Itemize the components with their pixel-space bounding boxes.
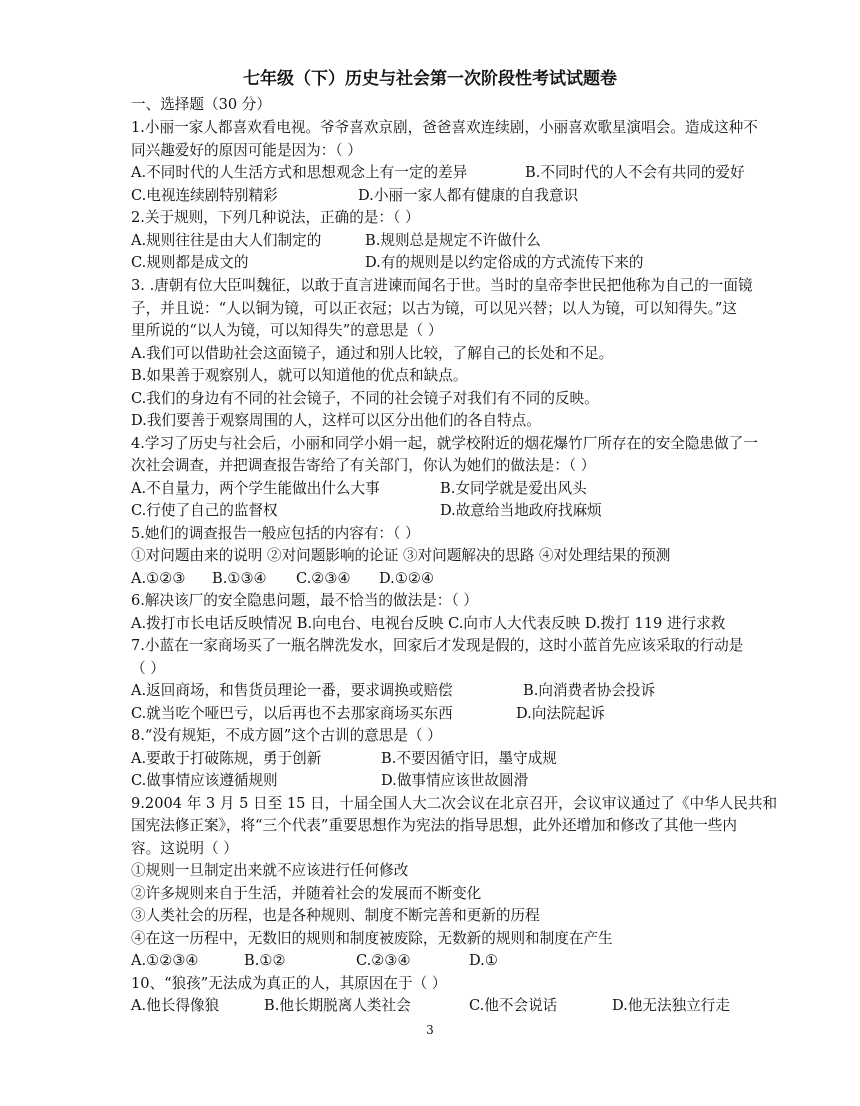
- q7-option-b: B.向消费者协会投诉: [523, 682, 656, 699]
- q7-stem-cont: （ ）: [131, 660, 165, 677]
- q3-option-d: D.我们要善于观察周围的人，这样可以区分出他们的各自特点。: [131, 412, 541, 429]
- q9-stem: 9.2004 年 3 月 5 日至 15 日，十届全国人大二次会议在北京召开，会议审议通过了《中华人民共和: [131, 795, 778, 812]
- q10-option-a: A.他长得像狼: [131, 997, 220, 1014]
- q8-option-a: A.要敢于打破陈规，勇于创新: [131, 750, 322, 767]
- q9-option-a: A.①②③④: [131, 952, 199, 969]
- q1-option-d: D.小丽一家人都有健康的自我意识: [358, 187, 579, 204]
- q9-item-1: ①规则一旦制定出来就不应该进行任何修改: [131, 862, 409, 879]
- q3-option-c: C.我们的身边有不同的社会镜子，不同的社会镜子对我们有不同的反映。: [131, 390, 599, 407]
- q9-stem-cont: 国宪法修正案》，将“三个代表”重要思想作为宪法的指导思想，此外还增加和修改了其他一些内: [131, 817, 737, 834]
- q10-stem: 10、“狼孩”无法成为真正的人，其原因在于（ ）: [131, 975, 447, 992]
- q8-option-c: C.做事情应该遵循规则: [131, 772, 278, 789]
- q9-item-4: ④在这一历程中，无数旧的规则和制度被废除，无数新的规则和制度在产生: [131, 930, 613, 947]
- q9-option-c: C.②③④: [356, 952, 411, 969]
- q7-option-d: D.向法院起诉: [516, 705, 605, 722]
- q9-stem-cont2: 容。这说明（ ）: [131, 840, 238, 857]
- q2-stem: 2.关于规则，下列几种说法，正确的是：（ ）: [131, 209, 420, 226]
- q1-option-a: A.不同时代的人生活方式和思想观念上有一定的差异: [131, 164, 468, 181]
- q9-option-d: D.①: [469, 952, 498, 969]
- q5-option-a: A.①②③: [131, 570, 186, 587]
- q3-stem-cont2: 里所说的“以人为镜，可以知得失”的意思是（ ）: [131, 322, 443, 339]
- q4-option-c: C.行使了自己的监督权: [131, 502, 278, 519]
- q6-options: A.拨打市长电话反映情况 B.向电台、电视台反映 C.向市人大代表反映 D.拨打 119 进行求救: [131, 615, 726, 632]
- q4-option-d: D.故意给当地政府找麻烦: [440, 502, 602, 519]
- q9-option-b: B.①②: [244, 952, 286, 969]
- q3-stem: 3. .唐朝有位大臣叫魏征，以敢于直言进谏而闻名于世。当时的皇帝李世民把他称为自己的一面镜: [131, 277, 753, 294]
- q5-option-c: C.②③④: [296, 570, 351, 587]
- q6-stem: 6.解决该厂的安全隐患问题，最不恰当的做法是：（ ）: [131, 592, 478, 609]
- q4-stem: 4.学习了历史与社会后，小丽和同学小娟一起，就学校附近的烟花爆竹厂所存在的安全隐患做了一: [131, 435, 758, 452]
- q7-option-a: A.返回商场，和售货员理论一番，要求调换或赔偿: [131, 682, 453, 699]
- q7-option-c: C.就当吃个哑巴亏，以后再也不去那家商场买东西: [131, 705, 453, 722]
- q1-option-c: C.电视连续剧特别精彩: [131, 187, 278, 204]
- q4-option-b: B.女同学就是爱出风头: [440, 480, 587, 497]
- q3-option-a: A.我们可以借助社会这面镜子，通过和别人比较，了解自己的长处和不足。: [131, 345, 614, 362]
- q2-option-d: D.有的规则是以约定俗成的方式流传下来的: [365, 254, 644, 271]
- q2-option-c: C.规则都是成文的: [131, 254, 249, 271]
- q5-option-b: B.①③④: [212, 570, 267, 587]
- section-heading: 一、选择题（30 分）: [131, 96, 271, 113]
- q10-option-b: B.他长期脱离人类社会: [264, 997, 411, 1014]
- q7-stem: 7.小蓝在一家商场买了一瓶名牌洗发水，回家后才发现是假的，这时小蓝首先应该采取的行动是: [131, 637, 744, 654]
- q4-option-a: A.不自量力，两个学生能做出什么大事: [131, 480, 380, 497]
- q1-option-b: B.不同时代的人不会有共同的爱好: [525, 164, 745, 181]
- q8-stem: 8.“没有规矩，不成方圆”这个古训的意思是（ ）: [131, 727, 442, 744]
- q1-stem-cont: 同兴趣爱好的原因可能是因为：（ ）: [131, 142, 362, 159]
- page-number: 3: [426, 1023, 434, 1037]
- q5-items: ①对问题由来的说明 ②对问题影响的论证 ③对问题解决的思路 ④对处理结果的预测: [131, 547, 671, 564]
- q2-option-a: A.规则往往是由大人们制定的: [131, 232, 322, 249]
- q9-item-3: ③人类社会的历程，也是各种规则、制度不断完善和更新的历程: [131, 907, 540, 924]
- q3-stem-cont: 子，并且说：“人以铜为镜，可以正衣冠；以古为镜，可以见兴替；以人为镜，可以知得失。”这: [131, 300, 737, 317]
- q5-option-d: D.①②④: [379, 570, 435, 587]
- q3-option-b: B.如果善于观察别人，就可以知道他的优点和缺点。: [131, 367, 468, 384]
- q10-option-d: D.他无法独立行走: [612, 997, 730, 1014]
- q8-option-b: B.不要因循守旧，墨守成规: [381, 750, 557, 767]
- q9-item-2: ②许多规则来自于生活，并随着社会的发展而不断变化: [131, 885, 482, 902]
- q4-stem-cont: 次社会调查，并把调查报告寄给了有关部门，你认为她们的做法是：（ ）: [131, 457, 596, 474]
- q10-option-c: C.他不会说话: [469, 997, 558, 1014]
- q5-stem: 5.她们的调查报告一般应包括的内容有：（ ）: [131, 525, 420, 542]
- q2-option-b: B.规则总是规定不许做什么: [365, 232, 541, 249]
- q8-option-d: D.做事情应该世故圆滑: [381, 772, 529, 789]
- exam-title: 七年级（下）历史与社会第一次阶段性考试试题卷: [243, 69, 617, 89]
- q1-stem: 1.小丽一家人都喜欢看电视。爷爷喜欢京剧，爸爸喜欢连续剧，小丽喜欢歌星演唱会。造成这种不: [131, 119, 758, 136]
